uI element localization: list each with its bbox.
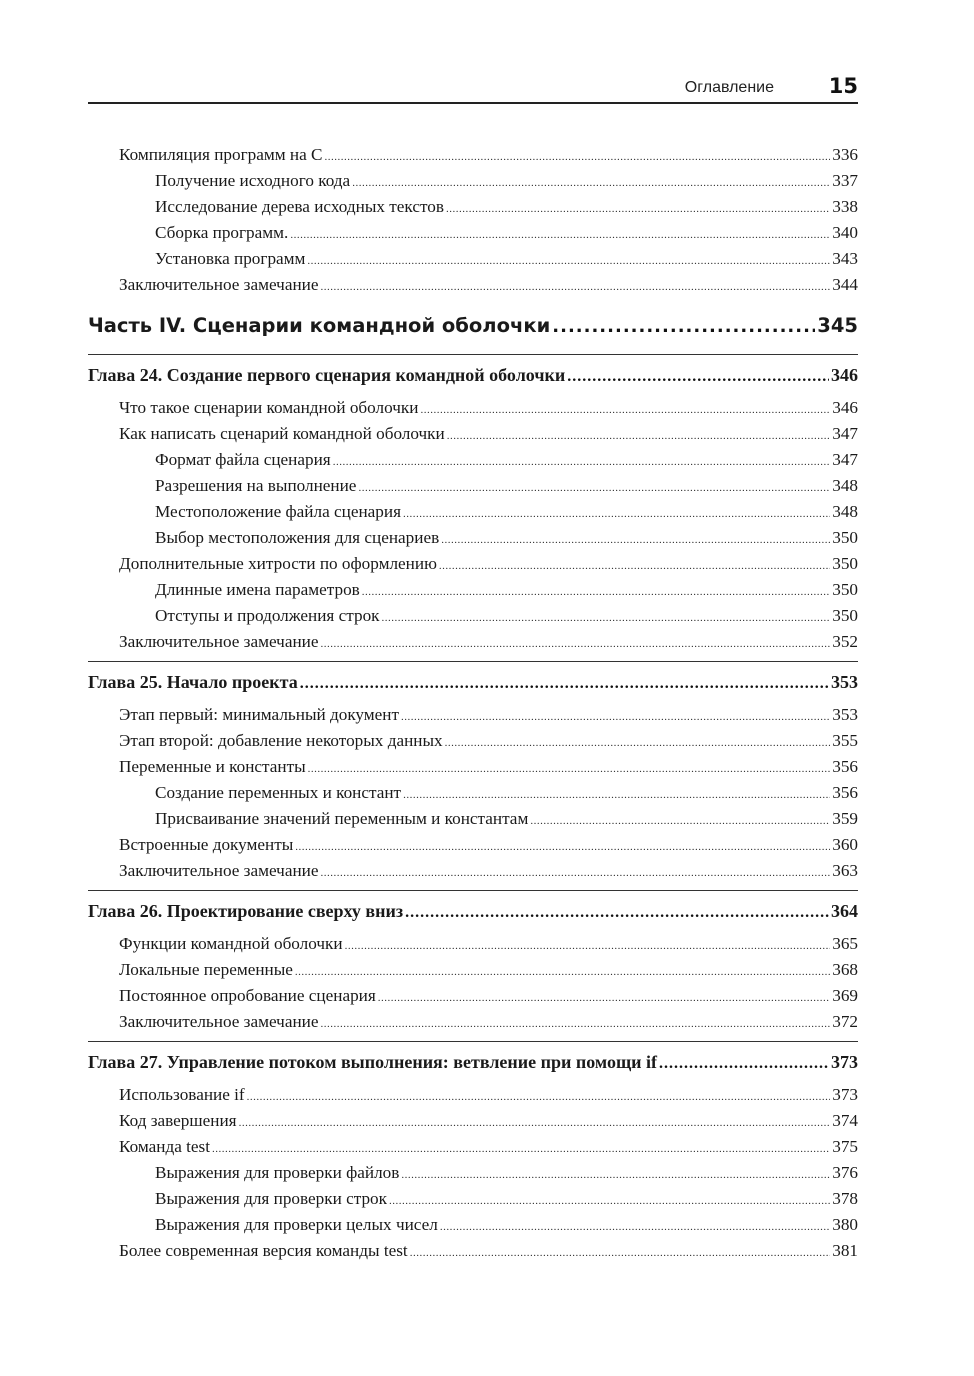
toc-entry-title: Встроенные документы bbox=[119, 835, 294, 854]
toc-entry-title: Команда test bbox=[119, 1137, 210, 1156]
toc-subsection bbox=[88, 220, 858, 246]
toc-entry-title: Установка программ bbox=[155, 249, 306, 268]
toc-entry-page-number: 353 bbox=[831, 672, 858, 692]
toc-entry-title: Заключительное замечание bbox=[119, 275, 319, 294]
toc-section bbox=[88, 421, 858, 447]
toc-entry-title: Этап первый: минимальный документ bbox=[119, 705, 400, 724]
toc-entry-page-number: 365 bbox=[832, 934, 858, 953]
toc-entry-page-number: 348 bbox=[832, 502, 858, 521]
dot-leader bbox=[362, 579, 830, 605]
toc-entry-page-number: 359 bbox=[832, 809, 858, 828]
dot-leader bbox=[308, 756, 831, 782]
toc-section bbox=[88, 1082, 858, 1108]
dot-leader bbox=[320, 1011, 830, 1037]
toc-entry-page-number: 369 bbox=[832, 986, 858, 1005]
toc-entry-title: Компиляция программ на С bbox=[119, 145, 323, 164]
toc-section bbox=[88, 931, 858, 957]
dot-leader bbox=[352, 170, 830, 196]
toc-entry-page-number: 374 bbox=[832, 1111, 858, 1130]
toc-entry-page-number: 343 bbox=[832, 249, 858, 268]
toc-entry-title: Использование if bbox=[119, 1085, 245, 1104]
toc-subsection bbox=[88, 1212, 858, 1238]
dot-leader bbox=[552, 305, 815, 349]
toc-entry-page-number: 356 bbox=[832, 783, 858, 802]
dot-leader bbox=[445, 730, 831, 756]
toc-entry-page-number: 348 bbox=[832, 476, 858, 495]
toc-section bbox=[88, 858, 858, 884]
toc-entry-title: Дополнительные хитрости по оформлению bbox=[119, 554, 437, 573]
toc-entry-title: Получение исходного кода bbox=[155, 171, 351, 190]
dot-leader bbox=[295, 834, 830, 860]
toc-subsection bbox=[88, 1186, 858, 1212]
toc-entry-title: Сборка программ. bbox=[155, 223, 289, 242]
toc-entry-page-number: 346 bbox=[831, 365, 858, 385]
running-header bbox=[88, 70, 858, 104]
toc-entry-title: Местоположение файла сценария bbox=[155, 502, 401, 521]
toc-entry-title: Исследование дерева исходных текстов bbox=[155, 197, 444, 216]
toc-entry-title: Заключительное замечание bbox=[119, 632, 319, 651]
dot-leader bbox=[378, 985, 830, 1011]
dot-leader bbox=[389, 1188, 830, 1214]
dot-leader bbox=[659, 1044, 829, 1084]
toc-entry-title: Заключительное замечание bbox=[119, 1012, 319, 1031]
toc-subsection bbox=[88, 473, 858, 499]
dot-leader bbox=[439, 553, 830, 579]
toc-subsection bbox=[88, 499, 858, 525]
toc-section bbox=[88, 272, 858, 298]
toc-entry-title: Более современная версия команды test bbox=[119, 1241, 408, 1260]
dot-leader bbox=[345, 933, 831, 959]
toc-subsection bbox=[88, 806, 858, 832]
toc-entry-title: Локальные переменные bbox=[119, 960, 293, 979]
dot-leader bbox=[333, 449, 831, 475]
toc-entry-page-number: 353 bbox=[832, 705, 858, 724]
toc-section bbox=[88, 1134, 858, 1160]
toc-subsection bbox=[88, 525, 858, 551]
toc-subsection bbox=[88, 194, 858, 220]
dot-leader bbox=[307, 248, 830, 274]
toc-entry-page-number: 380 bbox=[832, 1215, 858, 1234]
toc-entry-page-number: 360 bbox=[832, 835, 858, 854]
dot-leader bbox=[401, 1162, 830, 1188]
dot-leader bbox=[290, 222, 830, 248]
toc-subsection bbox=[88, 577, 858, 603]
dot-leader bbox=[530, 808, 830, 834]
toc-chapter bbox=[88, 661, 858, 702]
toc-entry-page-number: 346 bbox=[832, 398, 858, 417]
toc-entry-page-number: 363 bbox=[832, 861, 858, 880]
table-of-contents bbox=[88, 142, 858, 1264]
toc-entry-page-number: 350 bbox=[832, 554, 858, 573]
dot-leader bbox=[420, 397, 830, 423]
toc-entry-title: Глава 27. Управление потоком выполнения: ветвление при помощи if bbox=[88, 1052, 658, 1072]
toc-section bbox=[88, 983, 858, 1009]
dot-leader bbox=[405, 893, 829, 933]
toc-subsection bbox=[88, 603, 858, 629]
dot-leader bbox=[239, 1110, 831, 1136]
toc-entry-title: Присваивание значений переменным и константам bbox=[155, 809, 529, 828]
toc-section bbox=[88, 702, 858, 728]
toc-entry-page-number: 347 bbox=[832, 450, 858, 469]
toc-subsection bbox=[88, 447, 858, 473]
toc-section bbox=[88, 957, 858, 983]
toc-entry-page-number: 356 bbox=[832, 757, 858, 776]
toc-entry-page-number: 344 bbox=[832, 275, 858, 294]
toc-section bbox=[88, 1009, 858, 1035]
toc-entry-title: Что такое сценарии командной оболочки bbox=[119, 398, 419, 417]
toc-entry-page-number: 350 bbox=[832, 528, 858, 547]
toc-section bbox=[88, 1108, 858, 1134]
toc-chapter bbox=[88, 1041, 858, 1082]
dot-leader bbox=[440, 1214, 830, 1240]
toc-section bbox=[88, 1238, 858, 1264]
toc-entry-title: Формат файла сценария bbox=[155, 450, 331, 469]
toc-entry-title: Глава 24. Создание первого сценария командной оболочки bbox=[88, 365, 566, 385]
dot-leader bbox=[320, 631, 830, 657]
toc-entry-page-number: 378 bbox=[832, 1189, 858, 1208]
toc-entry-title: Длинные имена параметров bbox=[155, 580, 360, 599]
toc-entry-title: Выражения для проверки целых чисел bbox=[155, 1215, 438, 1234]
toc-entry-page-number: 355 bbox=[832, 731, 858, 750]
toc-entry-page-number: 373 bbox=[832, 1085, 858, 1104]
toc-subsection bbox=[88, 168, 858, 194]
toc-entry-page-number: 345 bbox=[817, 314, 858, 337]
toc-subsection bbox=[88, 1160, 858, 1186]
toc-entry-page-number: 376 bbox=[832, 1163, 858, 1182]
toc-subsection bbox=[88, 246, 858, 272]
toc-section bbox=[88, 629, 858, 655]
toc-section bbox=[88, 551, 858, 577]
toc-section bbox=[88, 395, 858, 421]
toc-entry-page-number: 373 bbox=[831, 1052, 858, 1072]
toc-entry-title: Заключительное замечание bbox=[119, 861, 319, 880]
toc-entry-title: Код завершения bbox=[119, 1111, 237, 1130]
toc-entry-page-number: 368 bbox=[832, 960, 858, 979]
toc-entry-title: Как написать сценарий командной оболочки bbox=[119, 424, 445, 443]
toc-chapter bbox=[88, 354, 858, 395]
toc-entry-title: Глава 26. Проектирование сверху вниз bbox=[88, 901, 404, 921]
toc-entry-page-number: 372 bbox=[832, 1012, 858, 1031]
toc-entry-title: Этап второй: добавление некоторых данных bbox=[119, 731, 443, 750]
toc-entry-title: Выражения для проверки файлов bbox=[155, 1163, 400, 1182]
dot-leader bbox=[447, 423, 830, 449]
dot-leader bbox=[295, 959, 830, 985]
toc-part bbox=[88, 304, 858, 348]
dot-leader bbox=[410, 1240, 831, 1266]
dot-leader bbox=[567, 357, 829, 397]
toc-entry-page-number: 347 bbox=[832, 424, 858, 443]
toc-chapter bbox=[88, 890, 858, 931]
toc-entry-page-number: 336 bbox=[832, 145, 858, 164]
toc-subsection bbox=[88, 780, 858, 806]
toc-entry-page-number: 381 bbox=[832, 1241, 858, 1260]
dot-leader bbox=[320, 274, 830, 300]
header-page-number: 15 bbox=[828, 74, 858, 98]
toc-entry-title: Глава 25. Начало проекта bbox=[88, 672, 298, 692]
toc-entry-page-number: 375 bbox=[832, 1137, 858, 1156]
toc-entry-title: Отступы и продолжения строк bbox=[155, 606, 380, 625]
header-section-title: Оглавление bbox=[684, 79, 774, 96]
toc-section bbox=[88, 754, 858, 780]
toc-entry-page-number: 350 bbox=[832, 606, 858, 625]
dot-leader bbox=[403, 782, 830, 808]
toc-entry-title: Разрешения на выполнение bbox=[155, 476, 357, 495]
toc-entry-page-number: 350 bbox=[832, 580, 858, 599]
dot-leader bbox=[403, 501, 830, 527]
toc-entry-title: Постоянное опробование сценария bbox=[119, 986, 376, 1005]
toc-entry-title: Переменные и константы bbox=[119, 757, 306, 776]
toc-entry-title: Выражения для проверки строк bbox=[155, 1189, 387, 1208]
toc-entry-title: Создание переменных и констант bbox=[155, 783, 402, 802]
toc-entry-page-number: 364 bbox=[831, 901, 858, 921]
dot-leader bbox=[300, 664, 829, 704]
toc-entry-title: Функции командной оболочки bbox=[119, 934, 343, 953]
dot-leader bbox=[212, 1136, 830, 1162]
toc-entry-page-number: 340 bbox=[832, 223, 858, 242]
toc-entry-page-number: 337 bbox=[832, 171, 858, 190]
toc-section bbox=[88, 142, 858, 168]
dot-leader bbox=[358, 475, 830, 501]
toc-entry-page-number: 352 bbox=[832, 632, 858, 651]
dot-leader bbox=[446, 196, 830, 222]
dot-leader bbox=[382, 605, 831, 631]
toc-entry-page-number: 338 bbox=[832, 197, 858, 216]
toc-section bbox=[88, 728, 858, 754]
dot-leader bbox=[441, 527, 830, 553]
toc-entry-title: Часть IV. Сценарии командной оболочки bbox=[88, 314, 551, 337]
toc-section bbox=[88, 832, 858, 858]
dot-leader bbox=[320, 860, 830, 886]
dot-leader bbox=[325, 144, 831, 170]
toc-entry-title: Выбор местоположения для сценариев bbox=[155, 528, 440, 547]
dot-leader bbox=[247, 1084, 831, 1110]
dot-leader bbox=[401, 704, 830, 730]
